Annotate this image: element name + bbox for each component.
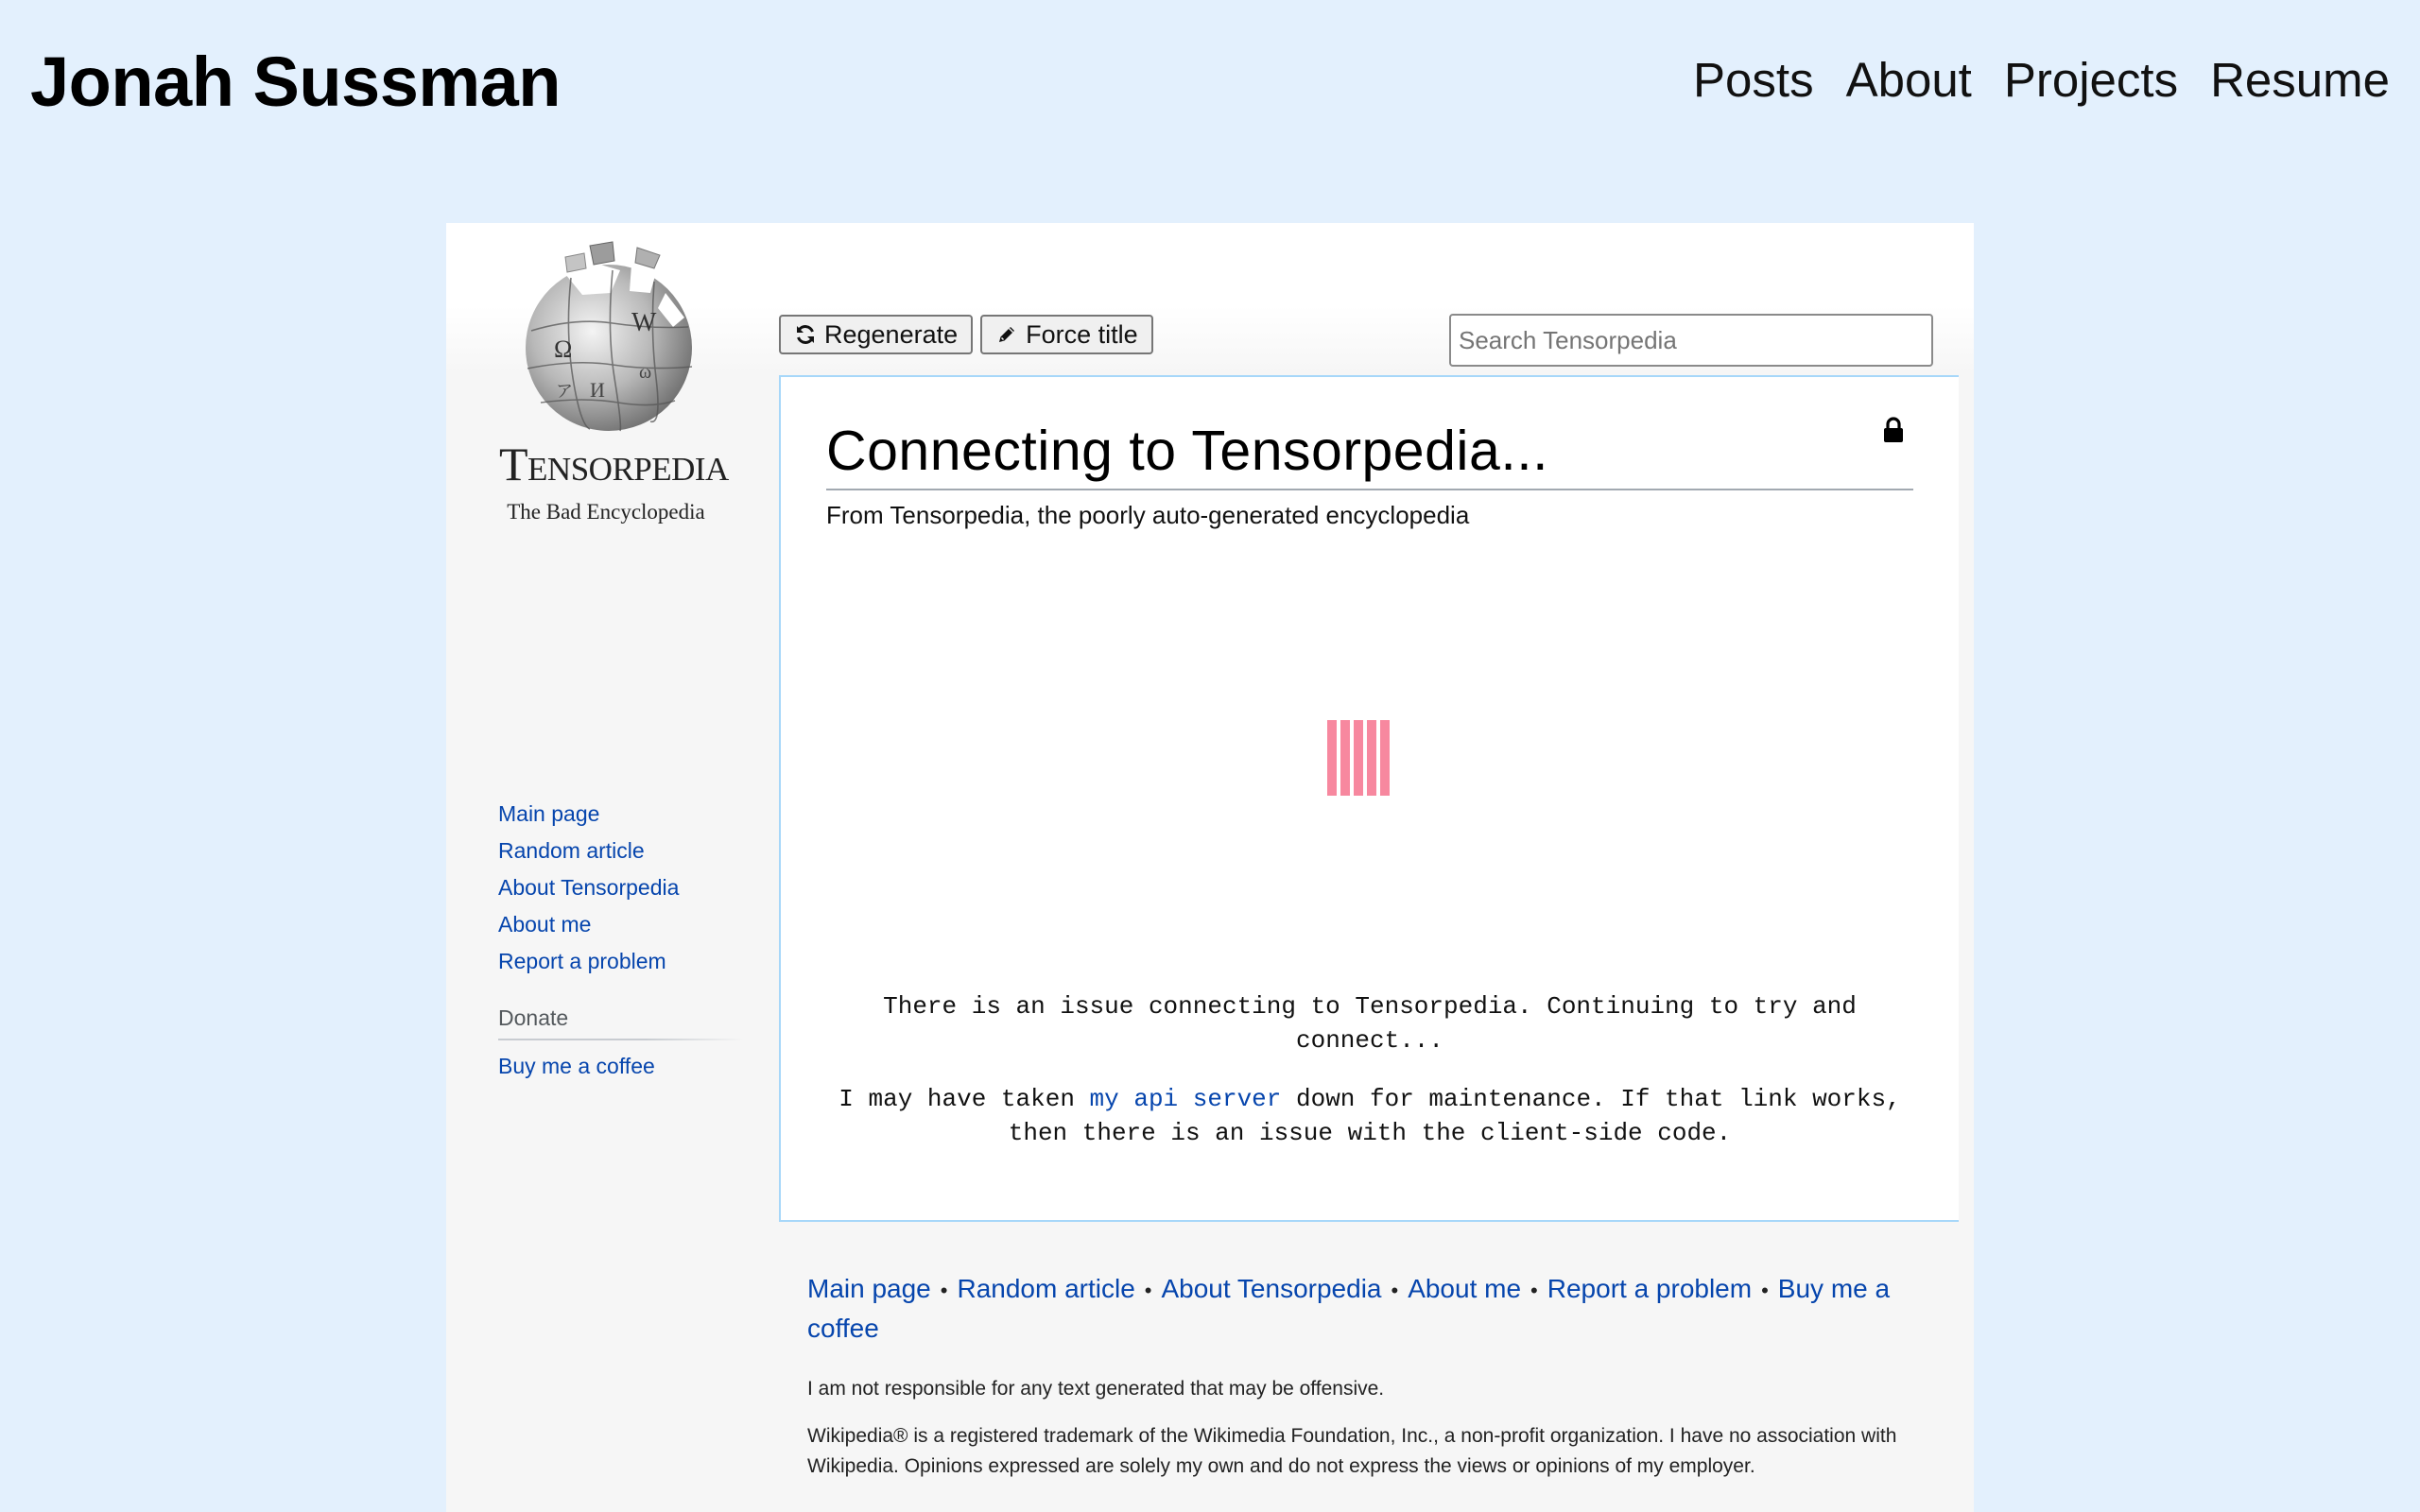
lock-icon[interactable]: [1883, 417, 1904, 443]
regenerate-label: Regenerate: [824, 319, 959, 349]
loading-spinner: [1327, 720, 1390, 796]
footer-link-about-tensorpedia[interactable]: About Tensorpedia: [1161, 1274, 1382, 1303]
svg-text:ω: ω: [639, 362, 652, 383]
connection-error-message: [819, 989, 1921, 1175]
svg-text:W: W: [631, 308, 657, 337]
footer-separator: •: [1391, 1279, 1399, 1302]
api-server-link[interactable]: my api server: [1089, 1085, 1282, 1113]
svg-text:ア: ア: [556, 382, 573, 401]
nav-about[interactable]: About: [1845, 53, 1972, 107]
footer-trademark: Wikipedia® is a registered trademark of the Wikimedia Foundation, Inc., a non-profit organization. I have no association with Wikipedia. Opinions expressed are solely my own and do not express the views or opinions of my employer.: [807, 1425, 1897, 1477]
sidebar-item-about-tensorpedia[interactable]: About Tensorpedia: [498, 875, 680, 900]
footer-link-about-me[interactable]: About me: [1408, 1274, 1522, 1303]
sidebar: [498, 796, 744, 1085]
footer-link-buy-coffee[interactable]: Buy me a coffee: [807, 1274, 1891, 1343]
search-input[interactable]: [1449, 314, 1933, 367]
footer-links: [807, 1270, 1923, 1348]
maintenance-text-start: I may have taken: [838, 1085, 1090, 1113]
footer: [807, 1270, 1923, 1482]
sidebar-item-random-article[interactable]: Random article: [498, 838, 645, 863]
footer-disclaimer: I am not responsible for any text generated that may be offensive.: [807, 1378, 1385, 1400]
spinner-bar: [1354, 720, 1363, 796]
sidebar-item-report-problem[interactable]: Report a problem: [498, 949, 666, 973]
nav-projects[interactable]: Projects: [2003, 53, 2179, 107]
puzzle-globe-icon: [499, 236, 713, 438]
sidebar-item-main-page[interactable]: Main page: [498, 801, 600, 826]
footer-separator: •: [940, 1279, 948, 1302]
toolbar: [779, 315, 1153, 354]
svg-text:И: И: [590, 378, 605, 402]
article-subtitle: From Tensorpedia, the poorly auto-generated encyclopedia: [826, 501, 1470, 529]
logo-wordmark: Tensorpedia: [499, 438, 729, 490]
spinner-bar: [1340, 720, 1350, 796]
footer-link-random-article[interactable]: Random article: [957, 1274, 1135, 1303]
logo-tagline: The Bad Encyclopedia: [507, 500, 705, 524]
svg-text:Ω: Ω: [554, 335, 573, 363]
footer-link-report-problem[interactable]: Report a problem: [1547, 1274, 1753, 1303]
article-content: [779, 375, 1959, 1222]
nav-resume[interactable]: Resume: [2210, 53, 2390, 107]
spinner-bar: [1327, 720, 1337, 796]
maintenance-text-end: down for maintenance. If that link works, then there is an issue with the client-side code.: [1008, 1085, 1901, 1147]
tensorpedia-logo[interactable]: [499, 236, 729, 539]
footer-separator: •: [1761, 1279, 1769, 1302]
nav-posts[interactable]: Posts: [1693, 53, 1814, 107]
site-nav: [1693, 47, 2390, 113]
footer-separator: •: [1530, 1279, 1538, 1302]
site-title[interactable]: Jonah Sussman: [30, 43, 562, 121]
sidebar-item-about-me[interactable]: About me: [498, 912, 592, 936]
footer-separator: •: [1144, 1279, 1152, 1302]
maintenance-text: [819, 1082, 1921, 1150]
spinner-bar: [1380, 720, 1390, 796]
sidebar-item-buy-coffee[interactable]: Buy me a coffee: [498, 1054, 655, 1078]
sidebar-heading-donate: Donate: [498, 1001, 744, 1040]
tensorpedia-frame: [446, 223, 1974, 1512]
force-title-button[interactable]: [980, 315, 1153, 354]
refresh-icon: [794, 323, 817, 346]
regenerate-button[interactable]: [779, 315, 973, 354]
spinner-bar: [1367, 720, 1376, 796]
footer-link-main-page[interactable]: Main page: [807, 1274, 931, 1303]
page-title: Connecting to Tensorpedia...: [826, 415, 1913, 490]
error-text: There is an issue connecting to Tensorpedia. Continuing to try and connect...: [883, 992, 1857, 1055]
pencil-icon: [995, 323, 1018, 346]
force-title-label: Force title: [1026, 319, 1138, 349]
